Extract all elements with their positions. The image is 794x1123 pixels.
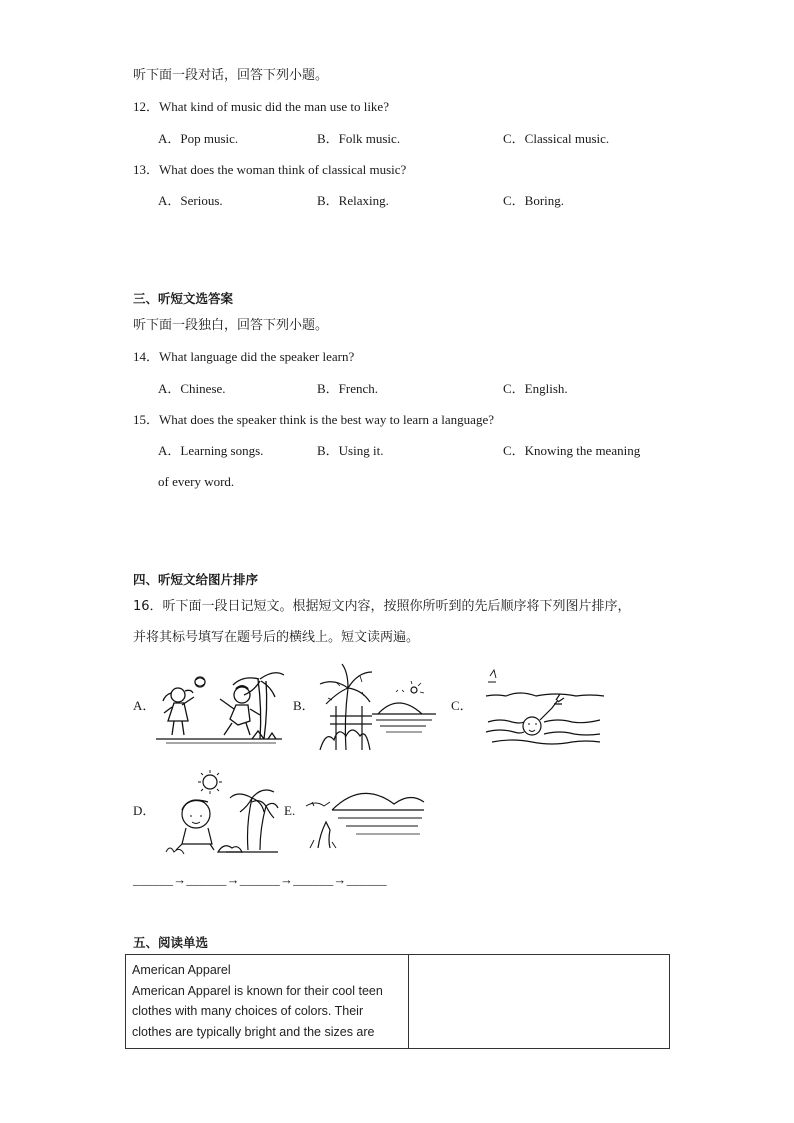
question-14-option-a: A．Chinese. (158, 381, 226, 396)
question-13-option-b: B．Relaxing. (317, 193, 389, 208)
picture-e-label: E. (284, 803, 296, 818)
picture-b-palm-tree-sea-image (316, 662, 440, 752)
question-16-line-1: 16．听下面一段日记短文。根据短文内容，按照你所听到的先后顺序将下列图片排序， (133, 599, 631, 614)
question-13-option-c: C．Boring. (503, 193, 565, 208)
section-4-title: 四、听短文给图片排序 (133, 572, 259, 587)
picture-a-label: A． (133, 698, 156, 713)
question-14-option-b: B．French. (317, 381, 379, 396)
question-14-stem: 14．What language did the speaker learn? (133, 349, 355, 364)
picture-c-label: C． (451, 698, 473, 713)
picture-e-hills-beach-image (302, 780, 426, 850)
picture-d-child-sun-palm-image (156, 770, 280, 856)
question-15-option-c: C．Knowing the meaning (503, 443, 641, 458)
section-3-title: 三、听短文选答案 (133, 291, 234, 306)
reading-cell-title: American Apparel (132, 963, 231, 977)
reading-cell-american-apparel (126, 955, 409, 1049)
reading-cell-empty (409, 955, 670, 1049)
question-15-option-b: B．Using it. (317, 443, 384, 458)
dialogue-intro: 听下面一段对话，回答下列小题。 (133, 68, 329, 83)
question-15-option-c-continued: of every word. (158, 474, 235, 489)
question-16-line-2: 并将其标号填写在题号后的横线上。短文读两遍。 (133, 630, 420, 645)
question-15-option-a: A．Learning songs. (158, 443, 264, 458)
question-13-stem: 13．What does the woman think of classical music? (133, 162, 407, 177)
question-13-option-a: A．Serious. (158, 193, 223, 208)
reading-cell-body-line-2: clothes with many choices of colors. Their (132, 1004, 364, 1018)
question-12-option-c: C．Classical music. (503, 131, 610, 146)
question-12-stem: 12．What kind of music did the man use to like? (133, 99, 389, 114)
picture-b-label: B． (293, 698, 315, 713)
picture-c-swimming-image (482, 666, 608, 750)
section-5-title: 五、阅读单选 (133, 935, 209, 950)
reading-cell-body-line-3: clothes are typically bright and the sizes are (132, 1024, 375, 1039)
picture-a-children-playing-ball-image (156, 665, 284, 747)
picture-d-label: D． (133, 803, 156, 818)
question-15-stem: 15．What does the speaker think is the best way to learn a language? (133, 412, 494, 427)
section-3-intro: 听下面一段独白，回答下列小题。 (133, 318, 329, 333)
question-14-option-c: C．English. (503, 381, 568, 396)
question-12-option-a: A．Pop music. (158, 131, 239, 146)
question-12-option-b: B．Folk music. (317, 131, 401, 146)
answer-sequence-line[interactable]: ______→______→______→______→______ (133, 872, 387, 887)
reading-table (125, 954, 670, 1049)
reading-cell-body-line-1: American Apparel is known for their cool teen (132, 983, 383, 998)
